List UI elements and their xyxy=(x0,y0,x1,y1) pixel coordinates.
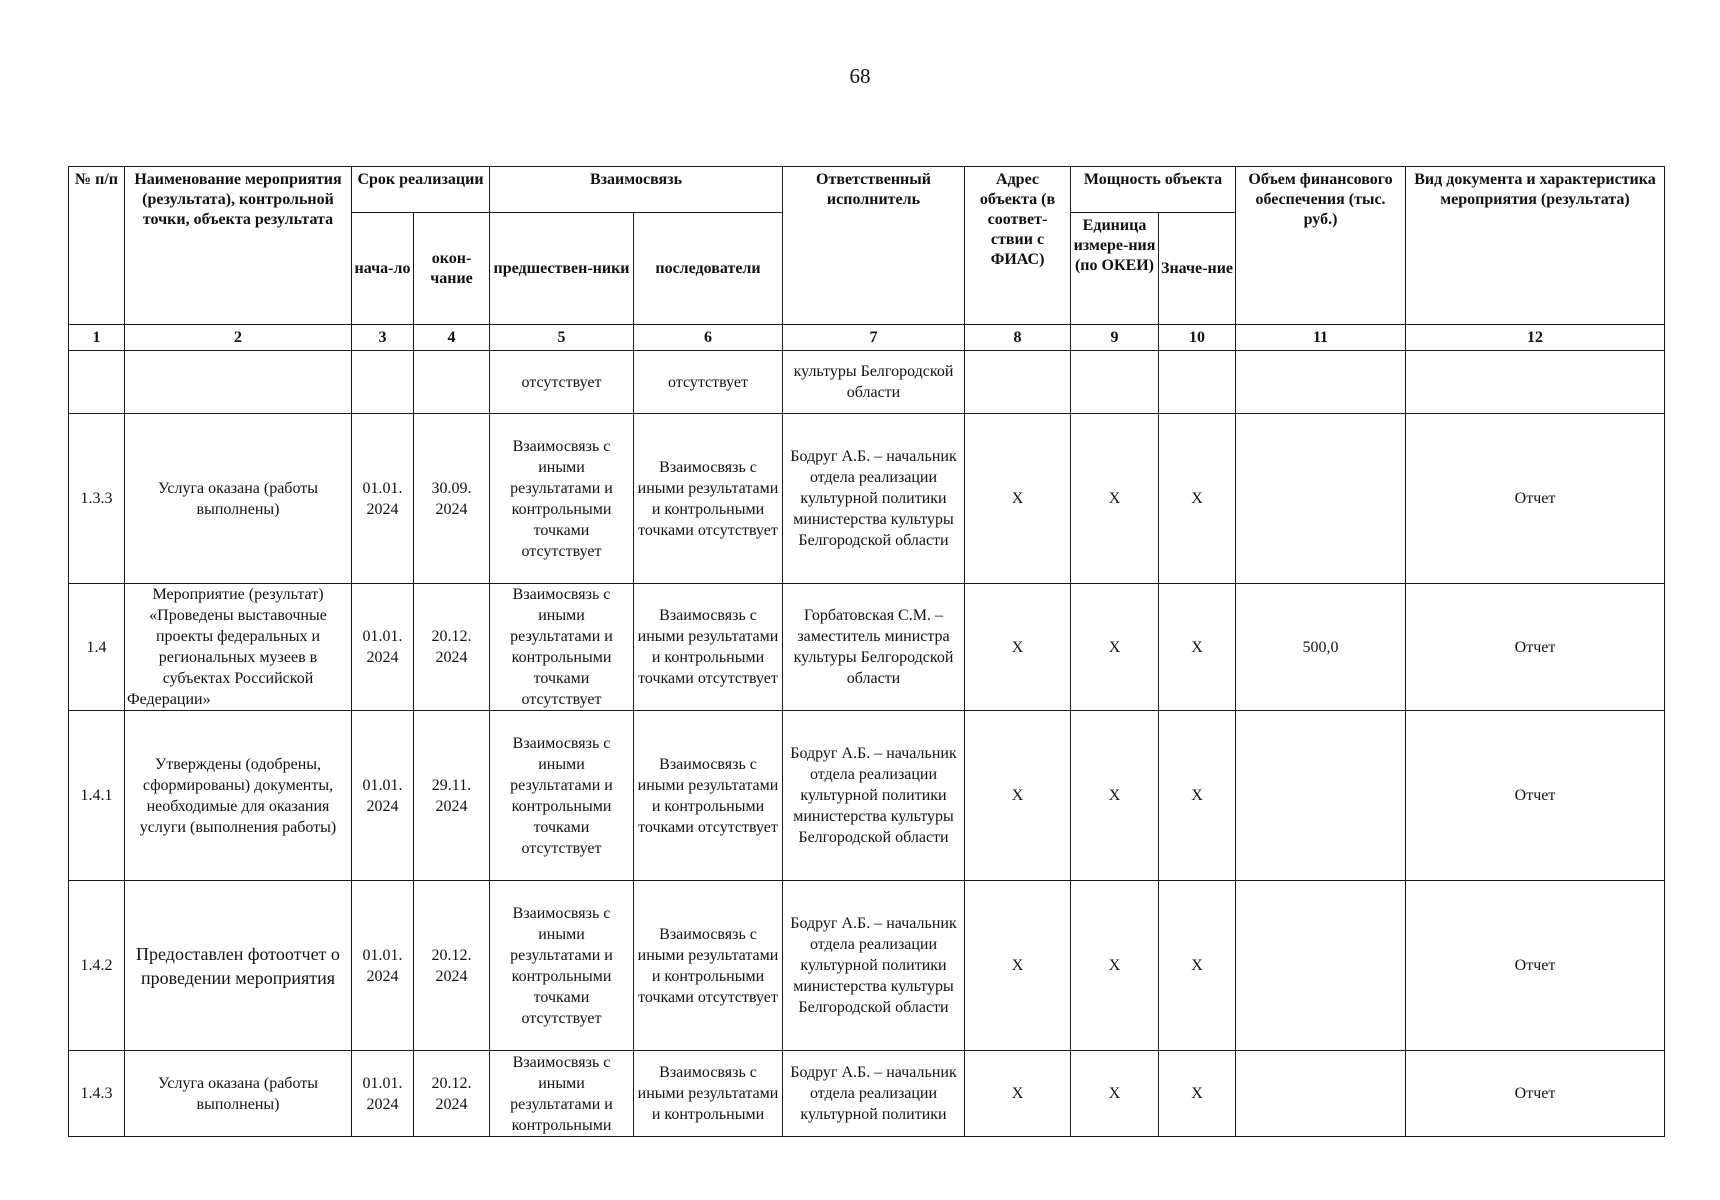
header-link-next: последователи xyxy=(634,213,783,325)
header-doc: Вид документа и характеристика мероприятия (результата) xyxy=(1406,167,1665,325)
cell-end: 29.11. 2024 xyxy=(414,711,490,881)
cell-num xyxy=(69,351,125,414)
cell-num: 1.4.1 xyxy=(69,711,125,881)
cell-next: Взаимосвязь с иными результатами и контрольными точками отсутствует xyxy=(634,414,783,584)
table-row xyxy=(69,881,1665,1051)
cell-unit: X xyxy=(1071,711,1159,881)
cell-value: X xyxy=(1159,881,1236,1051)
cell-responsible: Бодруг А.Б. – начальник отдела реализации культурной политики министерства культуры Белгородской области xyxy=(783,881,965,1051)
table-row xyxy=(69,584,1665,711)
column-number: 3 xyxy=(352,325,414,351)
cell-value: X xyxy=(1159,414,1236,584)
cell-num: 1.4.3 xyxy=(69,1051,125,1137)
header-unit: Единица измере-ния (по ОКЕИ) xyxy=(1071,213,1159,325)
cell-doc: Отчет xyxy=(1406,1051,1665,1137)
table-row xyxy=(69,414,1665,584)
header-link-prev: предшествен-ники xyxy=(490,213,634,325)
cell-finance xyxy=(1236,351,1406,414)
cell-prev: Взаимосвязь с иными результатами и контрольными точками отсутствует xyxy=(490,584,634,711)
cell-next: Взаимосвязь с иными результатами и контрольными точками отсутствует xyxy=(634,584,783,711)
cell-name: Мероприятие (результат) «Проведены выставочные проекты федеральных и региональных музеев в субъектах Российской Федерации» xyxy=(125,584,352,711)
column-number: 9 xyxy=(1071,325,1159,351)
header-num: № п/п xyxy=(69,167,125,325)
header-term-end: окон-чание xyxy=(414,213,490,325)
cell-name: Утверждены (одобрены, сформированы) документы, необходимые для оказания услуги (выполнения работы) xyxy=(125,711,352,881)
continuation-row xyxy=(69,351,1665,414)
column-number: 10 xyxy=(1159,325,1236,351)
cell-prev: Взаимосвязь с иными результатами и контрольными точками отсутствует xyxy=(490,414,634,584)
cell-finance xyxy=(1236,711,1406,881)
cell-start: 01.01. 2024 xyxy=(352,711,414,881)
column-number: 7 xyxy=(783,325,965,351)
column-number: 12 xyxy=(1406,325,1665,351)
cell-prev: Взаимосвязь с иными результатами и контрольными xyxy=(490,1051,634,1137)
column-number: 1 xyxy=(69,325,125,351)
cell-address: X xyxy=(965,711,1071,881)
column-number-row xyxy=(69,325,1665,351)
column-number: 6 xyxy=(634,325,783,351)
cell-finance xyxy=(1236,881,1406,1051)
header-value: Значе-ние xyxy=(1159,213,1236,325)
column-number: 11 xyxy=(1236,325,1406,351)
cell-prev: отсутствует xyxy=(490,351,634,414)
table-row xyxy=(69,1051,1665,1137)
cell-next: Взаимосвязь с иными результатами и контрольными точками отсутствует xyxy=(634,711,783,881)
header-term-start: нача-ло xyxy=(352,213,414,325)
cell-end: 20.12. 2024 xyxy=(414,1051,490,1137)
cell-value: X xyxy=(1159,711,1236,881)
column-number: 2 xyxy=(125,325,352,351)
events-table xyxy=(68,166,1665,1137)
cell-prev: Взаимосвязь с иными результатами и контрольными точками отсутствует xyxy=(490,711,634,881)
header-responsible: Ответственный исполнитель xyxy=(783,167,965,325)
cell-doc: Отчет xyxy=(1406,584,1665,711)
cell-address: X xyxy=(965,1051,1071,1137)
header-term: Срок реализации xyxy=(352,167,490,213)
header-address: Адрес объекта (в соответ-ствии с ФИАС) xyxy=(965,167,1071,325)
cell-responsible: Бодруг А.Б. – начальник отдела реализации культурной политики xyxy=(783,1051,965,1137)
header-capacity: Мощность объекта xyxy=(1071,167,1236,213)
cell-address xyxy=(965,351,1071,414)
cell-unit: X xyxy=(1071,584,1159,711)
cell-name: Услуга оказана (работы выполнены) xyxy=(125,414,352,584)
cell-start xyxy=(352,351,414,414)
table-row xyxy=(69,711,1665,881)
header-row-1 xyxy=(69,167,1665,213)
cell-next: Взаимосвязь с иными результатами и контрольными точками отсутствует xyxy=(634,881,783,1051)
cell-end: 20.12. 2024 xyxy=(414,881,490,1051)
cell-start: 01.01. 2024 xyxy=(352,584,414,711)
cell-unit: X xyxy=(1071,881,1159,1051)
cell-num: 1.4 xyxy=(69,584,125,711)
cell-address: X xyxy=(965,881,1071,1051)
header-finance: Объем финансового обеспечения (тыс. руб.) xyxy=(1236,167,1406,325)
cell-next: Взаимосвязь с иными результатами и контрольными xyxy=(634,1051,783,1137)
cell-unit: X xyxy=(1071,1051,1159,1137)
header-link: Взаимосвязь xyxy=(490,167,783,213)
cell-end xyxy=(414,351,490,414)
cell-doc xyxy=(1406,351,1665,414)
cell-unit xyxy=(1071,351,1159,414)
cell-value: X xyxy=(1159,584,1236,711)
header-name: Наименование мероприятия (результата), контрольной точки, объекта результата xyxy=(125,167,352,325)
cell-responsible: Бодруг А.Б. – начальник отдела реализации культурной политики министерства культуры Белгородской области xyxy=(783,711,965,881)
cell-name: Предоставлен фотоотчет о проведении мероприятия xyxy=(125,881,352,1051)
cell-responsible: культуры Белгородской области xyxy=(783,351,965,414)
cell-num: 1.4.2 xyxy=(69,881,125,1051)
cell-finance xyxy=(1236,1051,1406,1137)
cell-finance xyxy=(1236,414,1406,584)
cell-start: 01.01. 2024 xyxy=(352,414,414,584)
cell-doc: Отчет xyxy=(1406,881,1665,1051)
cell-value xyxy=(1159,351,1236,414)
cell-start: 01.01. 2024 xyxy=(352,1051,414,1137)
cell-num: 1.3.3 xyxy=(69,414,125,584)
cell-name xyxy=(125,351,352,414)
cell-doc: Отчет xyxy=(1406,711,1665,881)
column-number: 8 xyxy=(965,325,1071,351)
cell-finance: 500,0 xyxy=(1236,584,1406,711)
cell-unit: X xyxy=(1071,414,1159,584)
cell-name: Услуга оказана (работы выполнены) xyxy=(125,1051,352,1137)
column-number: 4 xyxy=(414,325,490,351)
column-number: 5 xyxy=(490,325,634,351)
cell-prev: Взаимосвязь с иными результатами и контрольными точками отсутствует xyxy=(490,881,634,1051)
cell-doc: Отчет xyxy=(1406,414,1665,584)
cell-responsible: Бодруг А.Б. – начальник отдела реализации культурной политики министерства культуры Белгородской области xyxy=(783,414,965,584)
cell-address: X xyxy=(965,584,1071,711)
cell-start: 01.01. 2024 xyxy=(352,881,414,1051)
cell-next: отсутствует xyxy=(634,351,783,414)
cell-value: X xyxy=(1159,1051,1236,1137)
cell-responsible: Горбатовская С.М. – заместитель министра культуры Белгородской области xyxy=(783,584,965,711)
page-number: 68 xyxy=(849,64,871,88)
cell-end: 30.09. 2024 xyxy=(414,414,490,584)
cell-end: 20.12. 2024 xyxy=(414,584,490,711)
cell-address: X xyxy=(965,414,1071,584)
